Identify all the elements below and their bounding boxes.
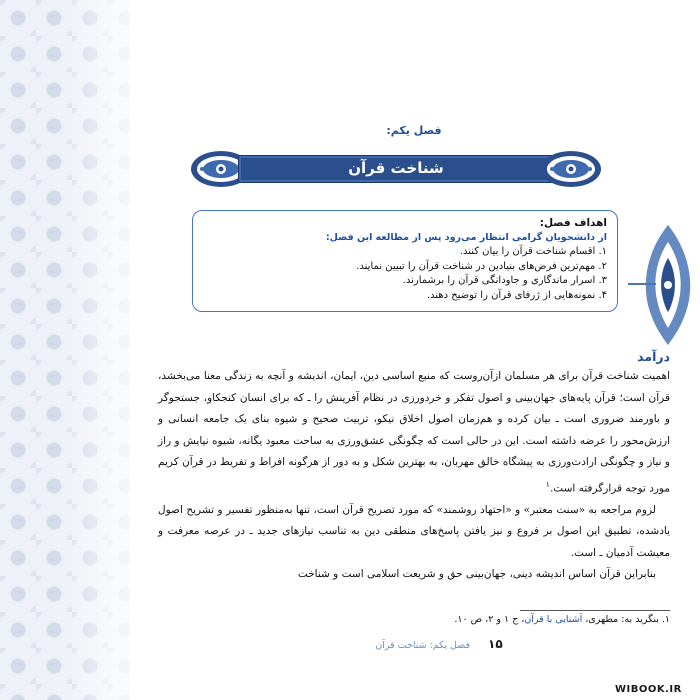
site-watermark: WIBOOK.IR xyxy=(615,684,682,695)
footnote-book-title: آشنایی با قرآن xyxy=(524,614,583,625)
footnote-divider xyxy=(520,610,670,611)
goal-item: ۴. نمونه‌هایی از ژرفای قرآن را توضیح دهند. xyxy=(426,289,607,301)
footnote xyxy=(158,614,670,625)
section-title: درآمد xyxy=(637,349,670,364)
footnote-prefix: ۱. بنگرید به: مطهری، xyxy=(582,614,670,625)
goal-item: ۱. اقسام شناخت قرآن را بیان کنند. xyxy=(459,246,607,257)
body-paragraph xyxy=(158,366,670,500)
goal-item: ۳. اسرار ماندگاری و جاودانگی قرآن را برشمارند. xyxy=(402,275,607,286)
footnote-suffix: ، ج ۱ و ۲، ص ۱۰. xyxy=(454,614,525,625)
page-number: ۱۵ xyxy=(488,637,503,651)
chapter-goals-box xyxy=(192,210,618,312)
book-page xyxy=(128,0,700,700)
paragraph-text: اهمیت شناخت قرآن برای هر مسلمان ازآن‌روست که منبع اساسی دین، ایمان، اندیشه و آنچه به زندگی معنا می‌بخشد، قرآن است؛ قرآن پایه‌های جهان‌بینی و اصول تفکر و خردورزی در نظام آفرینش را ـ که برای انسان کنجکاو، جستجوگر و باورمند ضروری است ـ بیان کرده و هم‌زمان اصول اخلاق نیکو، تربیت صحیح و شیوه بنای یک جامعه انسانی و ارزش‌محور را عرضه داشته است. این در حالی است که چگونگی عشق‌ورزی به ساحت معبود یگانه، شیوه نیایش و راز و نیاز و چگونگی ارادت‌ورزی به پیشگاه خالق مهربان، به بهترین شکل و به دور از هرگونه افراط و تفریط در قرآن کریم مورد توجه قرارگرفته است. xyxy=(158,370,670,494)
goals-intro: از دانشجویان گرامی انتظار می‌رود پس از مطالعه این فصل: xyxy=(325,232,607,243)
chapter-title-banner xyxy=(190,150,602,188)
chapter-number-label: فصل یکم: xyxy=(386,124,442,137)
chapter-title: شناخت قرآن xyxy=(348,159,444,177)
rosette-ornament-icon xyxy=(540,150,602,188)
running-footer-label: فصل یکم: شناخت قرآن xyxy=(375,640,470,651)
body-text xyxy=(158,366,670,586)
body-paragraph: بنابراین قرآن اساس اندیشه دینی، جهان‌بینی حق و شریعت اسلامی است و شناخت xyxy=(297,568,656,580)
goals-title: اهداف فصل: xyxy=(539,217,607,229)
goals-list xyxy=(203,245,607,303)
side-ornament-icon xyxy=(628,220,700,350)
goal-item: ۲. مهم‌ترین فرض‌های بنیادین در شناخت قرآن را تبیین نمایند. xyxy=(356,260,607,272)
footnote-marker: ۱ xyxy=(545,479,550,489)
body-paragraph: لزوم مراجعه به «سنت معتبر» و «اجتهاد روشمند» که مورد تصریح قرآن است، تنها به‌منظور تفسیر و تشریح اصول یادشده، تطبیق این اصول بر فروع و نیز یافتن پاسخ‌های منطقی دین به تناسب نیازهای جدید ـ در عرصه معرفت و معیشت آدمیان ـ است. xyxy=(158,503,670,559)
